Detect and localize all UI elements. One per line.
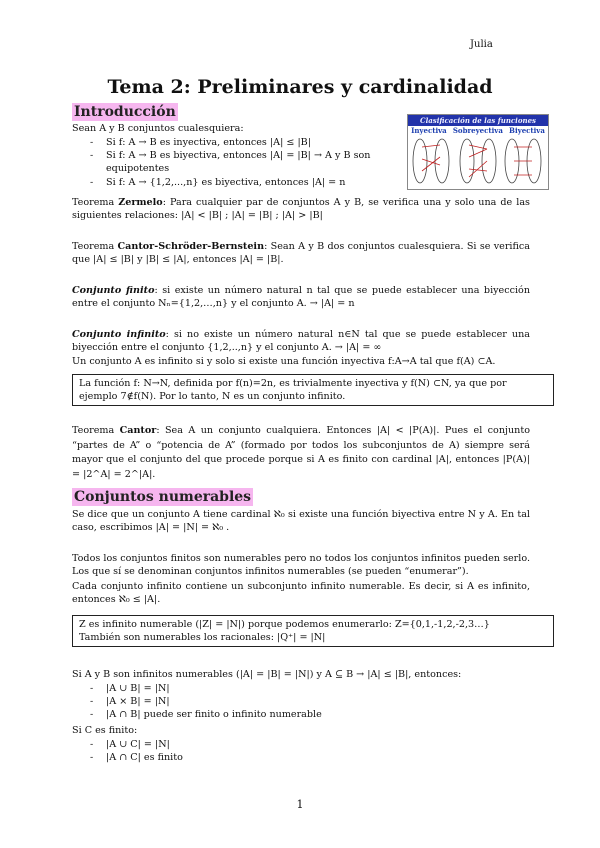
list-item: - Si f: A → B es biyectiva, entonces |A| = |B| → A y B son equipotentes	[90, 149, 430, 175]
box-line: También son numerables los racionales: |Q⁺| = |N|	[79, 632, 326, 644]
intro-bullets	[90, 136, 430, 189]
countable-paragraph: Todos los conjuntos finitos son numerables pero no todos los conjuntos infinitos pueden serlo. Los que sí se denominan conjuntos infinitos numerables (se pueden “enumerar”).	[72, 553, 530, 578]
figure-label: Sobreyectiva	[452, 126, 503, 135]
text-body: : si existe un número natural n tal que se puede establecer una biyección entre el conjunto Nₙ={1,2,…,n} y el conjunto A. → |A| = n	[72, 285, 531, 310]
list-item: - |A ∪ C| = |N|	[90, 738, 530, 751]
text-prefix: Teorema	[72, 197, 119, 208]
text-body: : si no existe un número natural n∈N tal que se puede establecer una biyección entre el conjunto {1,2,..,n} y el conjunto A. → |A| = ∞	[72, 329, 530, 354]
csb-theorem	[72, 240, 530, 266]
list-item: - |A ∪ B| = |N|	[90, 682, 530, 695]
text-body: : Para cualquier par de conjuntos A y B, se verifica una y solo una de las siguientes relaciones: |A| < |B| ; |A| = |B| ; |A| > |B|	[72, 197, 530, 222]
list-item: - Si f: A → B es inyectiva, entonces |A| ≤ |B|	[90, 136, 430, 149]
figure-label: Biyectiva	[509, 126, 545, 135]
intro-lead: Sean A y B conjuntos cualesquiera:	[72, 123, 244, 134]
text-prefix: Teorema	[72, 425, 120, 436]
countable-subset-paragraph: Cada conjunto infinito contiene un subconjunto infinito numerable. Es decir, si A es infinito, entonces ℵ₀ ≤ |A|.	[72, 581, 530, 606]
section-heading-intro: Introducción	[74, 104, 176, 120]
finite-set-definition	[72, 284, 530, 310]
page-title: Tema 2: Preliminares y cardinalidad	[107, 76, 493, 98]
zermelo-theorem	[72, 196, 530, 222]
function-classification-figure	[407, 114, 549, 190]
finite-c-intro: Si C es finito:	[72, 725, 138, 736]
box-line: Z es infinito numerable (|Z| = |N|) porque podemos enumerarlo: Z={0,1,-1,2,-2,3…}	[79, 619, 490, 630]
term: Conjunto infinito	[72, 329, 166, 340]
section-heading-numerables: Conjuntos numerables	[74, 489, 252, 505]
cantor-theorem	[72, 424, 530, 482]
figure-label: Inyectiva	[411, 126, 447, 135]
infinite-set-criterion: Un conjunto A es infinito si y solo si existe una función inyectiva f:A→A tal que f(A) ⊂A.	[72, 356, 496, 367]
text-body: : Sea A un conjunto cualquiera. Entonces |A| < |P(A)|. Pues el conjunto “partes de A” o “potencia de A” (formado por todos los subconjuntos de A) siempre será mayor que el conjunto del que procede porque si A es finito con cardinal |A|, entonces |P(A)| = |2^A| = 2^|A|.	[72, 425, 530, 480]
c-bullets	[90, 738, 530, 764]
list-item: - |A × B| = |N|	[90, 695, 530, 708]
example-box-integers	[72, 615, 554, 647]
list-item: - |A ∩ B| puede ser finito o infinito numerable	[90, 708, 530, 721]
function-diagrams-icon	[408, 135, 546, 187]
ab-bullets	[90, 682, 530, 722]
text-body: : Sean A y B dos conjuntos cualesquiera. Si se verifica que |A| ≤ |B| y |B| ≤ |A|, entonces |A| = |B|.	[72, 241, 530, 266]
term: Conjunto finito	[72, 285, 155, 296]
term: Cantor-Schröder-Bernstein	[117, 241, 265, 252]
aleph-definition: Se dice que un conjunto A tiene cardinal ℵ₀ si existe una función biyectiva entre N y A. En tal caso, escribimos |A| = |N| = ℵ₀ .	[72, 509, 530, 534]
union-intro: Si A y B son infinitos numerables (|A| = |B| = |N|) y A ⊆ B → |A| ≤ |B|, entonces:	[72, 669, 462, 680]
term: Zermelo	[118, 197, 163, 208]
list-item: - Si f: A → {1,2,...,n} es biyectiva, entonces |A| = n	[90, 176, 430, 189]
example-box-infinite: La función f: N→N, definida por f(n)=2n, es trivialmente inyectiva y f(N) ⊂N, ya que por ejemplo 7∉f(N). Por lo tanto, N es un conjunto infinito.	[72, 374, 554, 406]
list-item: - |A ∩ C| es finito	[90, 751, 530, 764]
text-prefix: Teorema	[72, 241, 118, 252]
figure-title: Clasificación de las funciones	[408, 115, 548, 126]
infinite-set-definition	[72, 328, 530, 354]
term: Cantor	[119, 425, 157, 436]
page-number: 1	[296, 798, 304, 811]
author-name: Julia	[470, 39, 493, 50]
